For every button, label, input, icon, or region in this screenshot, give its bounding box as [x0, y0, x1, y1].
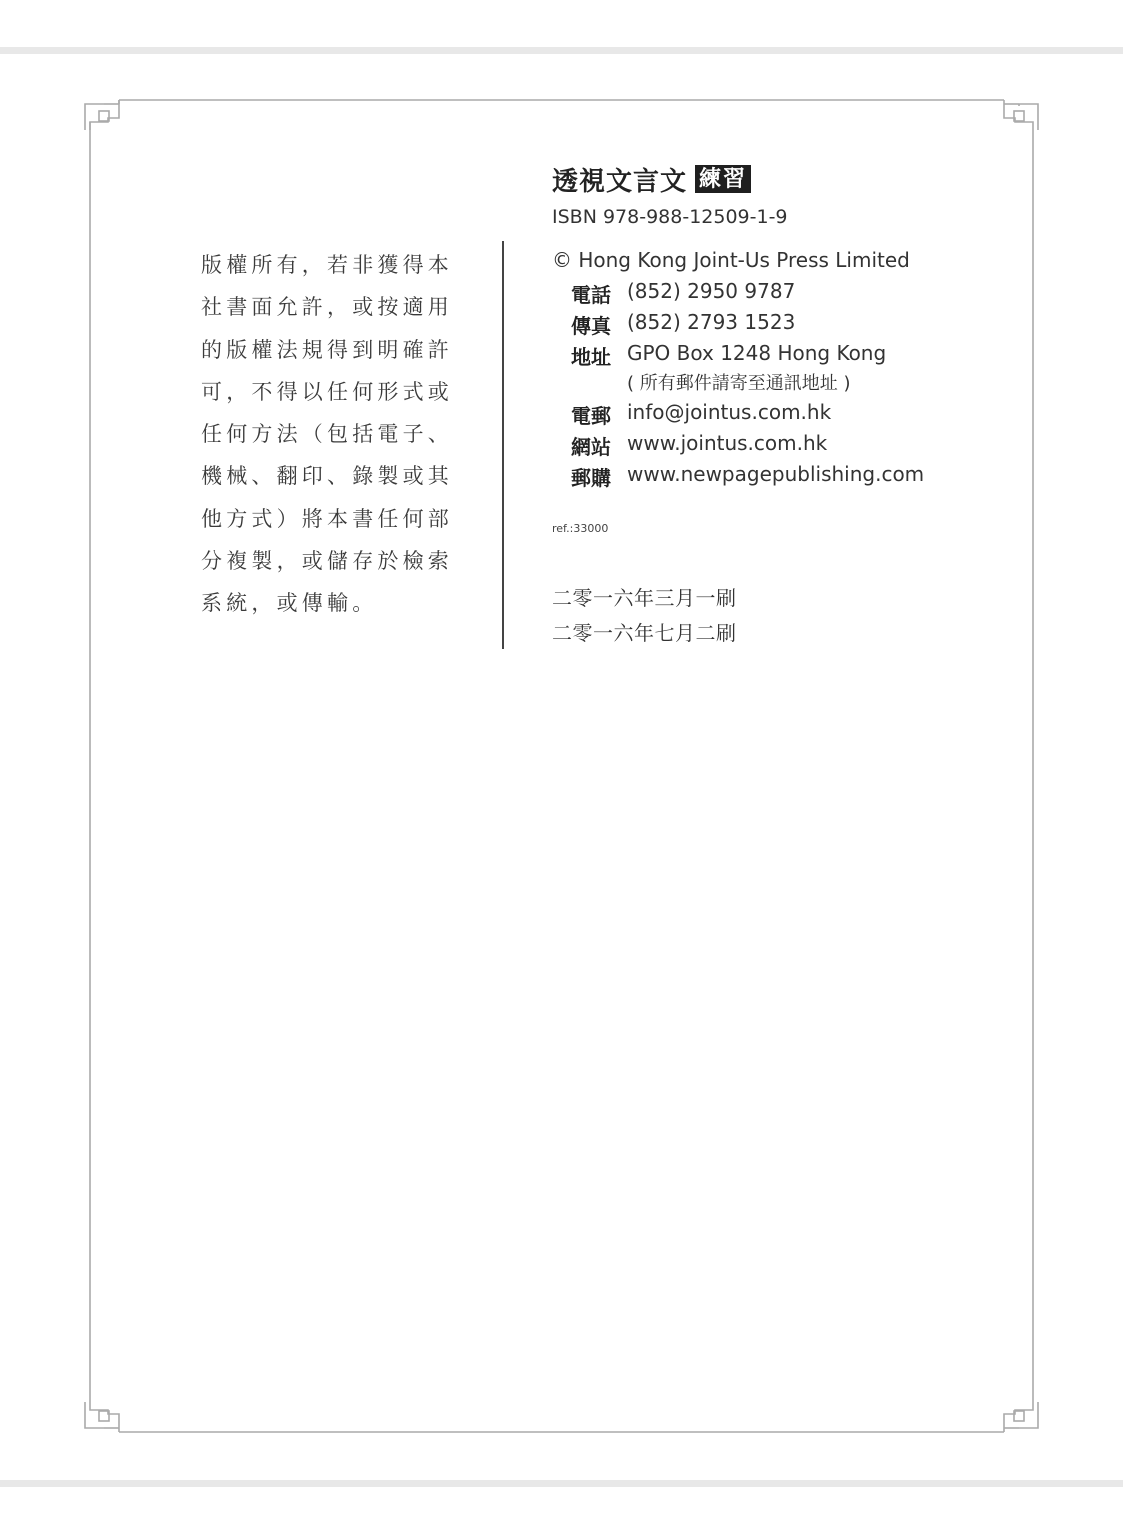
isbn: ISBN 978-988-12509-1-9: [552, 206, 788, 228]
printing-second: 二零一六年七月二刷: [552, 621, 737, 645]
address-note: ( 所有郵件請寄至通訊地址 ): [627, 373, 851, 394]
contact-label: 電郵: [571, 404, 611, 428]
contact-value: (852) 2950 9787: [627, 279, 796, 303]
copyright: © Hong Kong Joint-Us Press Limited: [552, 248, 910, 272]
contact-row-address: [571, 341, 886, 367]
contact-row-email: [571, 400, 831, 426]
contact-row-fax: [571, 310, 795, 336]
printing-first: 二零一六年三月一刷: [552, 586, 737, 610]
contact-value: (852) 2793 1523: [627, 310, 796, 334]
book-title: 透視文言文: [552, 166, 688, 197]
contact-value: www.newpagepublishing.com: [627, 462, 925, 486]
contact-row-website: [571, 431, 827, 457]
contact-label: 電話: [571, 283, 611, 307]
contact-label: 地址: [571, 345, 611, 369]
reference-code: ref.:33000: [552, 522, 609, 535]
book-title-line: [552, 162, 751, 196]
contact-label: 郵購: [571, 466, 611, 490]
column-divider: [502, 241, 504, 649]
contact-row-phone: [571, 279, 795, 305]
contact-label: 傳真: [571, 314, 611, 338]
contact-value: info@jointus.com.hk: [627, 400, 832, 424]
rights-notice: 版權所有，若非獲得本社書面允許，或按適用的版權法規得到明確許可，不得以任何形式或任何方法（包括電子、機械、翻印、錄製或其他方式）將本書任何部分複製，或儲存於檢索系統，或傳輸。: [201, 253, 453, 616]
contact-row-mail-order: [571, 462, 924, 488]
book-tag: 練習: [695, 165, 751, 193]
contact-label: 網站: [571, 435, 611, 459]
contact-value: GPO Box 1248 Hong Kong: [627, 341, 887, 365]
contact-value: www.jointus.com.hk: [627, 431, 828, 455]
